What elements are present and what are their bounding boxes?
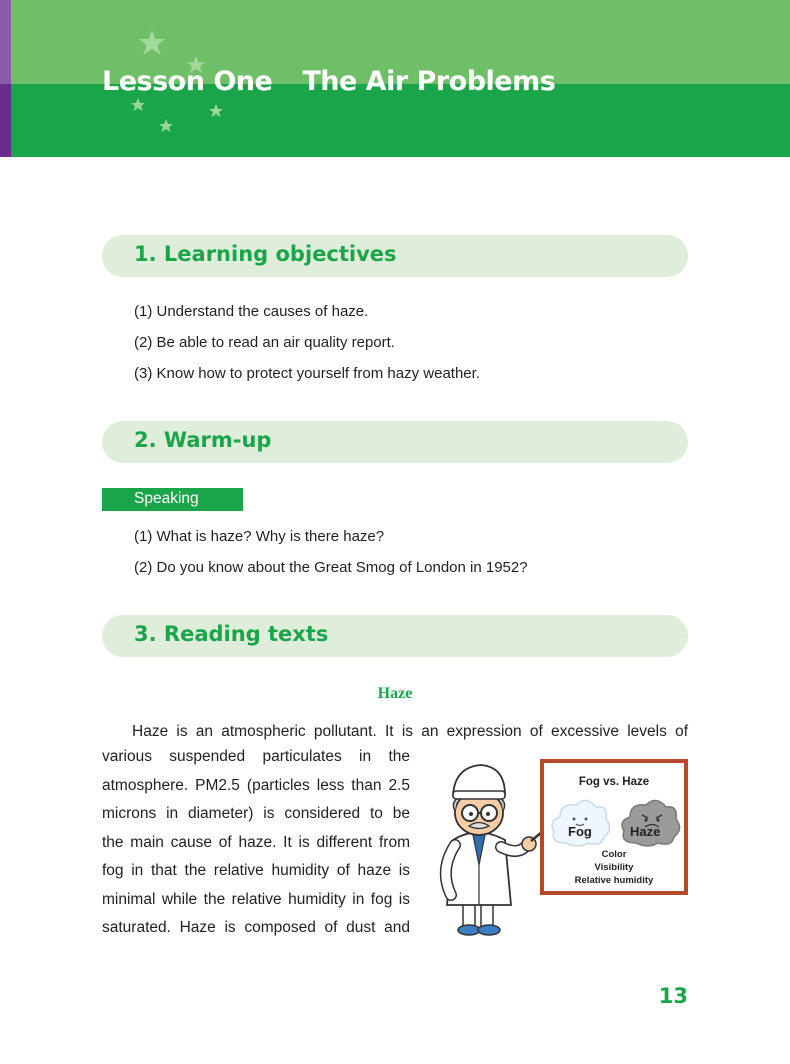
reading-line: Haze is an atmospheric pollutant. It is an expression of excessive levels of — [132, 723, 688, 740]
fog-label: Fog — [568, 824, 592, 839]
section-warmup — [102, 421, 688, 463]
board-criterion: Visibility — [594, 862, 634, 873]
section-title-warmup: 2. Warm-up — [134, 428, 272, 452]
board-criterion: Color — [601, 849, 627, 860]
warmup-question: (1) What is haze? Why is there haze? — [134, 528, 385, 545]
fog-vs-haze-board — [540, 759, 688, 895]
speaking-tag — [102, 488, 243, 511]
objective-item: (1) Understand the causes of haze. — [134, 303, 369, 320]
lesson-topic: The Air Problems — [302, 66, 556, 97]
section-title-objectives: 1. Learning objectives — [134, 242, 397, 266]
section-reading — [102, 615, 688, 657]
star-icon — [131, 98, 145, 111]
reading-line: saturated. Haze is composed of dust and — [102, 919, 410, 936]
page-number: 13 — [658, 984, 688, 1008]
lesson-title — [102, 66, 555, 97]
reading-line: the main cause of haze. It is different from — [102, 833, 410, 851]
section-objectives — [102, 235, 688, 277]
warmup-question: (2) Do you know about the Great Smog of London in 1952? — [134, 559, 528, 576]
star-icon — [209, 104, 223, 117]
objective-item: (2) Be able to read an air quality report. — [134, 334, 395, 351]
reading-title: Haze — [377, 685, 413, 702]
board-criterion: Relative humidity — [574, 875, 654, 886]
speaking-tag-label: Speaking — [134, 490, 199, 507]
reading-line: fog in that the relative humidity of haze is — [102, 862, 410, 879]
reading-line: microns in diameter) is considered to be — [102, 805, 410, 822]
board-title: Fog vs. Haze — [578, 776, 650, 788]
reading-paragraph — [102, 743, 410, 943]
star-icon — [159, 119, 173, 132]
objective-item: (3) Know how to protect yourself from hazy weather. — [134, 365, 480, 382]
haze-label: Haze — [630, 824, 661, 839]
header-side-stripe — [0, 0, 11, 157]
section-title-reading: 3. Reading texts — [134, 622, 329, 646]
lesson-label: Lesson One — [102, 66, 273, 97]
cloud-pair — [544, 791, 684, 851]
reading-line: minimal while the relative humidity in fog is — [102, 890, 410, 908]
reading-line: atmosphere. PM2.5 (particles less than 2.5 — [102, 776, 410, 794]
star-icon — [139, 30, 165, 55]
reading-line: various suspended particulates in the — [102, 748, 410, 765]
